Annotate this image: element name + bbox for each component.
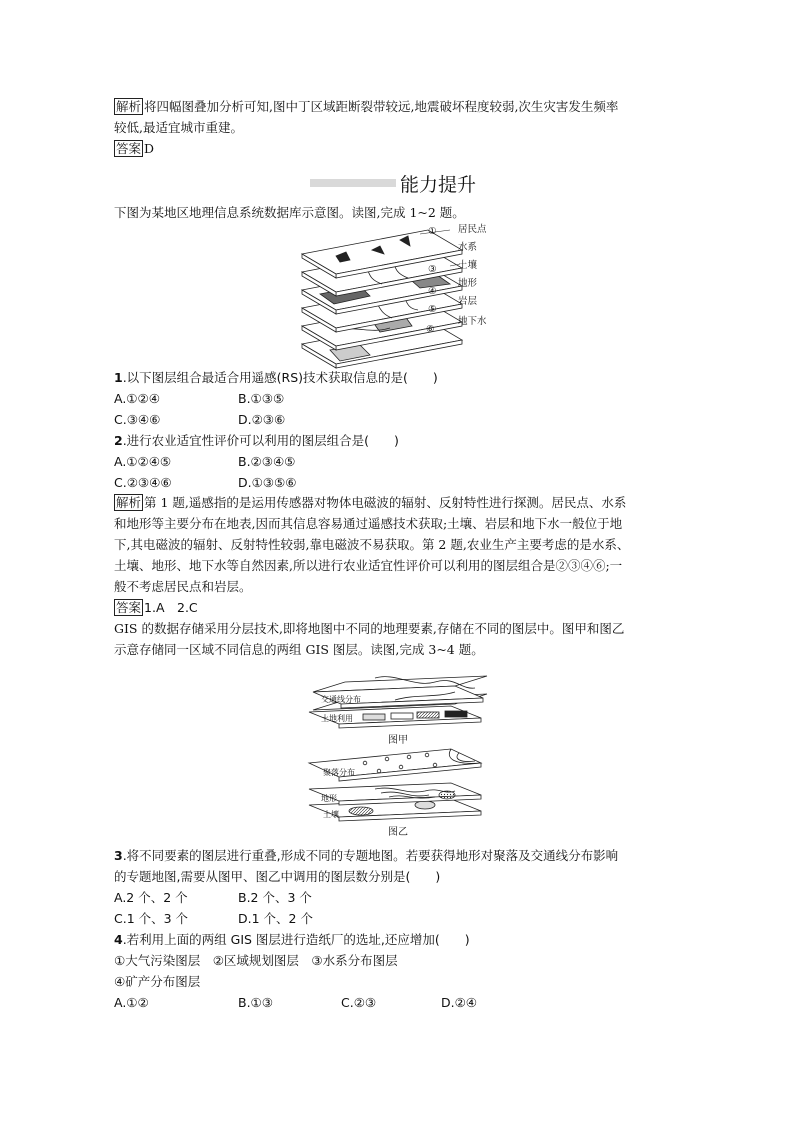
analysis-paragraph-2: [114, 493, 626, 513]
layer-soil-label: 土壤: [323, 810, 339, 819]
q2-option-a: A.①②④⑤: [114, 454, 172, 469]
question-stem-line: 的专题地图,需要从图甲、图乙中调用的图层数分别是( ): [114, 869, 441, 884]
q4-items-line: ④矿产分布图层: [114, 974, 201, 989]
q4-option-d: D.②④: [441, 995, 478, 1010]
q3-option-a: A.2 个、2 个: [114, 890, 188, 905]
analysis-paragraph-1: [114, 97, 618, 117]
layer-2-name: 水系: [458, 242, 478, 253]
q2-option-b: B.②③④⑤: [238, 454, 296, 469]
answer-tag: 答案: [116, 141, 142, 156]
q4-items-line: ①大气污染图层 ②区域规划图层 ③水系分布图层: [114, 953, 398, 968]
layer-6-name: 地下水: [458, 316, 487, 327]
analysis-text-line: 般不考虑居民点和岩层。: [114, 579, 252, 594]
analysis-text-line: 土壤、地形、地下水等自然因素,所以进行农业适宜性评价可以利用的图层组合是②③④⑥;一: [114, 558, 623, 573]
intro-2-line: 示意存储同一区域不同信息的两组 GIS 图层。读图,完成 3~4 题。: [114, 642, 484, 657]
q3-option-b: B.2 个、3 个: [238, 890, 312, 905]
q3-option-c: C.1 个、3 个: [114, 911, 189, 926]
gis-layer-stack-figure: [300, 222, 500, 370]
q1-option-b: B.①③⑤: [238, 391, 285, 406]
layer-terrain-label: 地形: [321, 794, 337, 803]
layer-landuse-label: 土地利用: [321, 714, 353, 723]
figure-jia-caption: 图甲: [388, 735, 408, 746]
layer-4-num: ④: [428, 286, 437, 297]
layer-1-num: ①: [428, 226, 437, 237]
layer-5-name: 岩层: [458, 296, 478, 307]
q4-option-b: B.①③: [238, 995, 273, 1010]
question-number: 3: [114, 848, 123, 863]
figure-yi-caption: 图乙: [388, 827, 408, 838]
question-stem: .进行农业适宜性评价可以利用的图层组合是( ): [122, 433, 399, 448]
question-stem: .若利用上面的两组 GIS 图层进行造纸厂的选址,还应增加( ): [122, 932, 470, 947]
q2-option-c: C.②③④⑥: [114, 475, 172, 490]
answer-row-1: [114, 139, 154, 159]
q1-option-c: C.③④⑥: [114, 412, 161, 427]
layer-5-num: ⑤: [428, 304, 437, 315]
layer-4-name: 地形: [458, 278, 478, 289]
section-title-bar: [310, 179, 396, 187]
question-3: [114, 846, 618, 866]
analysis-text-line: 第 1 题,遥感指的是运用传感器对物体电磁波的辐射、反射特性进行探测。居民点、水系: [144, 495, 627, 510]
question-stem: .以下图层组合最适合用遥感(RS)技术获取信息的是( ): [122, 370, 438, 385]
q3-option-d: D.1 个、2 个: [238, 911, 313, 926]
analysis-tag: 解析: [116, 495, 142, 510]
analysis-text-line: 将四幅图叠加分析可知,图中丁区域距断裂带较远,地震破坏程度较弱,次生灾害发生频率: [144, 99, 619, 114]
question-number: 4: [114, 932, 123, 947]
analysis-tag: 解析: [116, 99, 142, 114]
analysis-text-line: 和地形等主要分布在地表,因而其信息容易通过遥感技术获取;土壤、岩层和地下水一般位于地: [114, 516, 623, 531]
answer-value: D: [144, 141, 155, 156]
figure-jia: [305, 664, 495, 740]
q4-option-a: A.①②: [114, 995, 149, 1010]
q1-option-d: D.②③⑥: [238, 412, 286, 427]
analysis-text-line: 较低,最适宜城市重建。: [114, 120, 243, 135]
question-2: [114, 431, 399, 451]
intro-2-line: GIS 的数据存储采用分层技术,即将地图中不同的地理要素,存储在不同的图层中。图甲和图乙: [114, 621, 625, 636]
question-4: [114, 930, 470, 950]
answer-value: 1.A 2.C: [144, 600, 198, 615]
answer-row-2: [114, 598, 198, 618]
question-1: [114, 368, 438, 388]
analysis-text-line: 下,其电磁波的辐射、反射特性较弱,靠电磁波不易获取。第 2 题,农业生产主要考虑的是水系、: [114, 537, 630, 552]
layer-3-name: 土壤: [458, 260, 478, 271]
q4-option-c: C.②③: [341, 995, 377, 1010]
layer-1-name: 居民点: [458, 224, 487, 235]
question-number: 1: [114, 370, 123, 385]
layer-traffic-label: 交通线分布: [321, 695, 361, 704]
q2-option-d: D.①③⑤⑥: [238, 475, 297, 490]
layer-6-num: ⑥: [426, 324, 435, 335]
section-title: 能力提升: [400, 174, 477, 196]
question-number: 2: [114, 433, 123, 448]
figure-yi: [305, 745, 495, 825]
intro-1: 下图为某地区地理信息系统数据库示意图。读图,完成 1~2 题。: [114, 205, 465, 220]
answer-tag: 答案: [116, 600, 142, 615]
q1-option-a: A.①②④: [114, 391, 160, 406]
layer-settlement-label: 聚落分布: [323, 768, 355, 777]
layer-3-num: ③: [428, 264, 437, 275]
question-stem: .将不同要素的图层进行重叠,形成不同的专题地图。若要获得地形对聚落及交通线分布影响: [122, 848, 619, 863]
